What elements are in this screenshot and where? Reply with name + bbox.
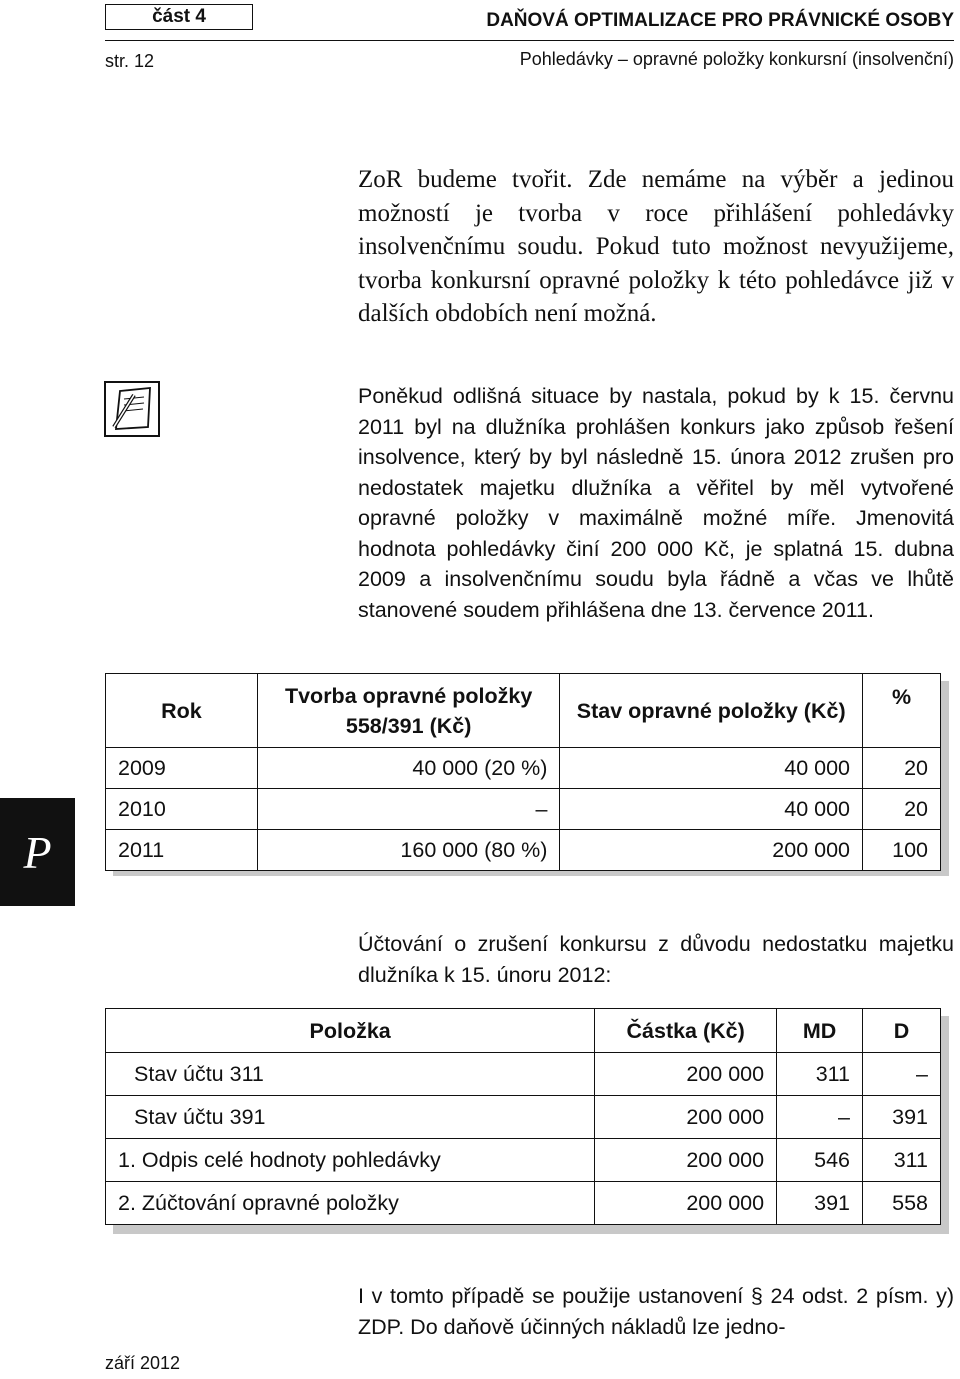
paragraph-legal-reference: I v tomto případě se použije ustanovení § 24 odst. 2 písm. y) ZDP. Do daňově účinných nákladů lze jedno- (358, 1284, 954, 1339)
cell-credit: 558 (863, 1182, 941, 1225)
cell-creation: – (257, 789, 560, 830)
page-number: str. 12 (105, 51, 155, 71)
footer-date: září 2012 (105, 1353, 181, 1373)
table-row (106, 1053, 941, 1096)
cell-debit: 546 (777, 1139, 863, 1182)
cell-item: 1. Odpis celé hodnoty pohledávky (106, 1139, 595, 1182)
cell-debit: 311 (777, 1053, 863, 1096)
cell-item: Stav účtu 311 (106, 1053, 595, 1096)
table-accounting-entries (105, 1008, 941, 1226)
cell-balance: 200 000 (560, 830, 863, 871)
cell-amount: 200 000 (595, 1096, 777, 1139)
cell-item: 2. Zúčtování opravné položky (106, 1182, 595, 1225)
column-header-item: Položka (106, 1009, 595, 1053)
cell-amount: 200 000 (595, 1182, 777, 1225)
cell-balance: 40 000 (560, 789, 863, 830)
cell-item: Stav účtu 391 (106, 1096, 595, 1139)
column-header-percent: % (863, 674, 941, 748)
cell-credit: – (863, 1053, 941, 1096)
cell-percent: 20 (863, 748, 941, 789)
table-allowance-creation (105, 673, 941, 868)
column-header-amount: Částka (Kč) (595, 1009, 777, 1053)
column-header-creation: Tvorba opravné položky 558/391 (Kč) (257, 674, 560, 748)
column-header-year: Rok (106, 674, 258, 748)
cell-debit: – (777, 1096, 863, 1139)
paragraph-intro: ZoR budeme tvořit. Zde nemáme na výběr a jedinou možností je tvorba v roce přihlášení pohledávky insolvenčnímu soudu. Pokud tuto možnost nevyužijeme, tvorba konkursní opravné položky k této pohledávce již v dalších obdobích není možná. (358, 166, 954, 327)
column-header-credit: D (863, 1009, 941, 1053)
cell-creation: 160 000 (80 %) (257, 830, 560, 871)
cell-credit: 311 (863, 1139, 941, 1182)
table-row (106, 748, 941, 789)
cell-amount: 200 000 (595, 1053, 777, 1096)
table-row (106, 1139, 941, 1182)
note-pencil-icon (104, 381, 160, 437)
column-header-debit: MD (777, 1009, 863, 1053)
cell-amount: 200 000 (595, 1139, 777, 1182)
running-title: DAŇOVÁ OPTIMALIZACE PRO PRÁVNICKÉ OSOBY (486, 10, 954, 31)
table-row (106, 830, 941, 871)
cell-year: 2011 (106, 830, 258, 871)
table-row (106, 1096, 941, 1139)
part-label: část 4 (105, 4, 253, 30)
cell-debit: 391 (777, 1182, 863, 1225)
header-rule (105, 40, 954, 41)
running-subtitle: Pohledávky – opravné položky konkursní (insolvenční) (519, 49, 954, 69)
cell-creation: 40 000 (20 %) (257, 748, 560, 789)
cell-year: 2009 (106, 748, 258, 789)
paragraph-example: Poněkud odlišná situace by nastala, pokud by k 15. červnu 2011 byl na dlužníka prohlášen konkurs jako způsob řešení insolvence, který by byl následně 15. února 2012 zrušen pro nedostatek majetku dlužníka a věřitel by měl vytvořené opravné položky v maximálně možné míře. Jmenovitá hodnota pohledávky činí 200 000 Kč, je splatná 15. dubna 2009 a insolvenčnímu soudu byla řádně a včas ve lhůtě stanovené soudem přihlášena dne 13. července 2011. (358, 384, 954, 622)
cell-percent: 100 (863, 830, 941, 871)
section-tab-p: P (0, 798, 75, 906)
table-row (106, 789, 941, 830)
cell-year: 2010 (106, 789, 258, 830)
paragraph-accounting-intro: Účtování o zrušení konkursu z důvodu nedostatku majetku dlužníka k 15. únoru 2012: (358, 932, 954, 987)
cell-credit: 391 (863, 1096, 941, 1139)
table-row (106, 1182, 941, 1225)
cell-percent: 20 (863, 789, 941, 830)
cell-balance: 40 000 (560, 748, 863, 789)
column-header-balance: Stav opravné položky (Kč) (560, 674, 863, 748)
